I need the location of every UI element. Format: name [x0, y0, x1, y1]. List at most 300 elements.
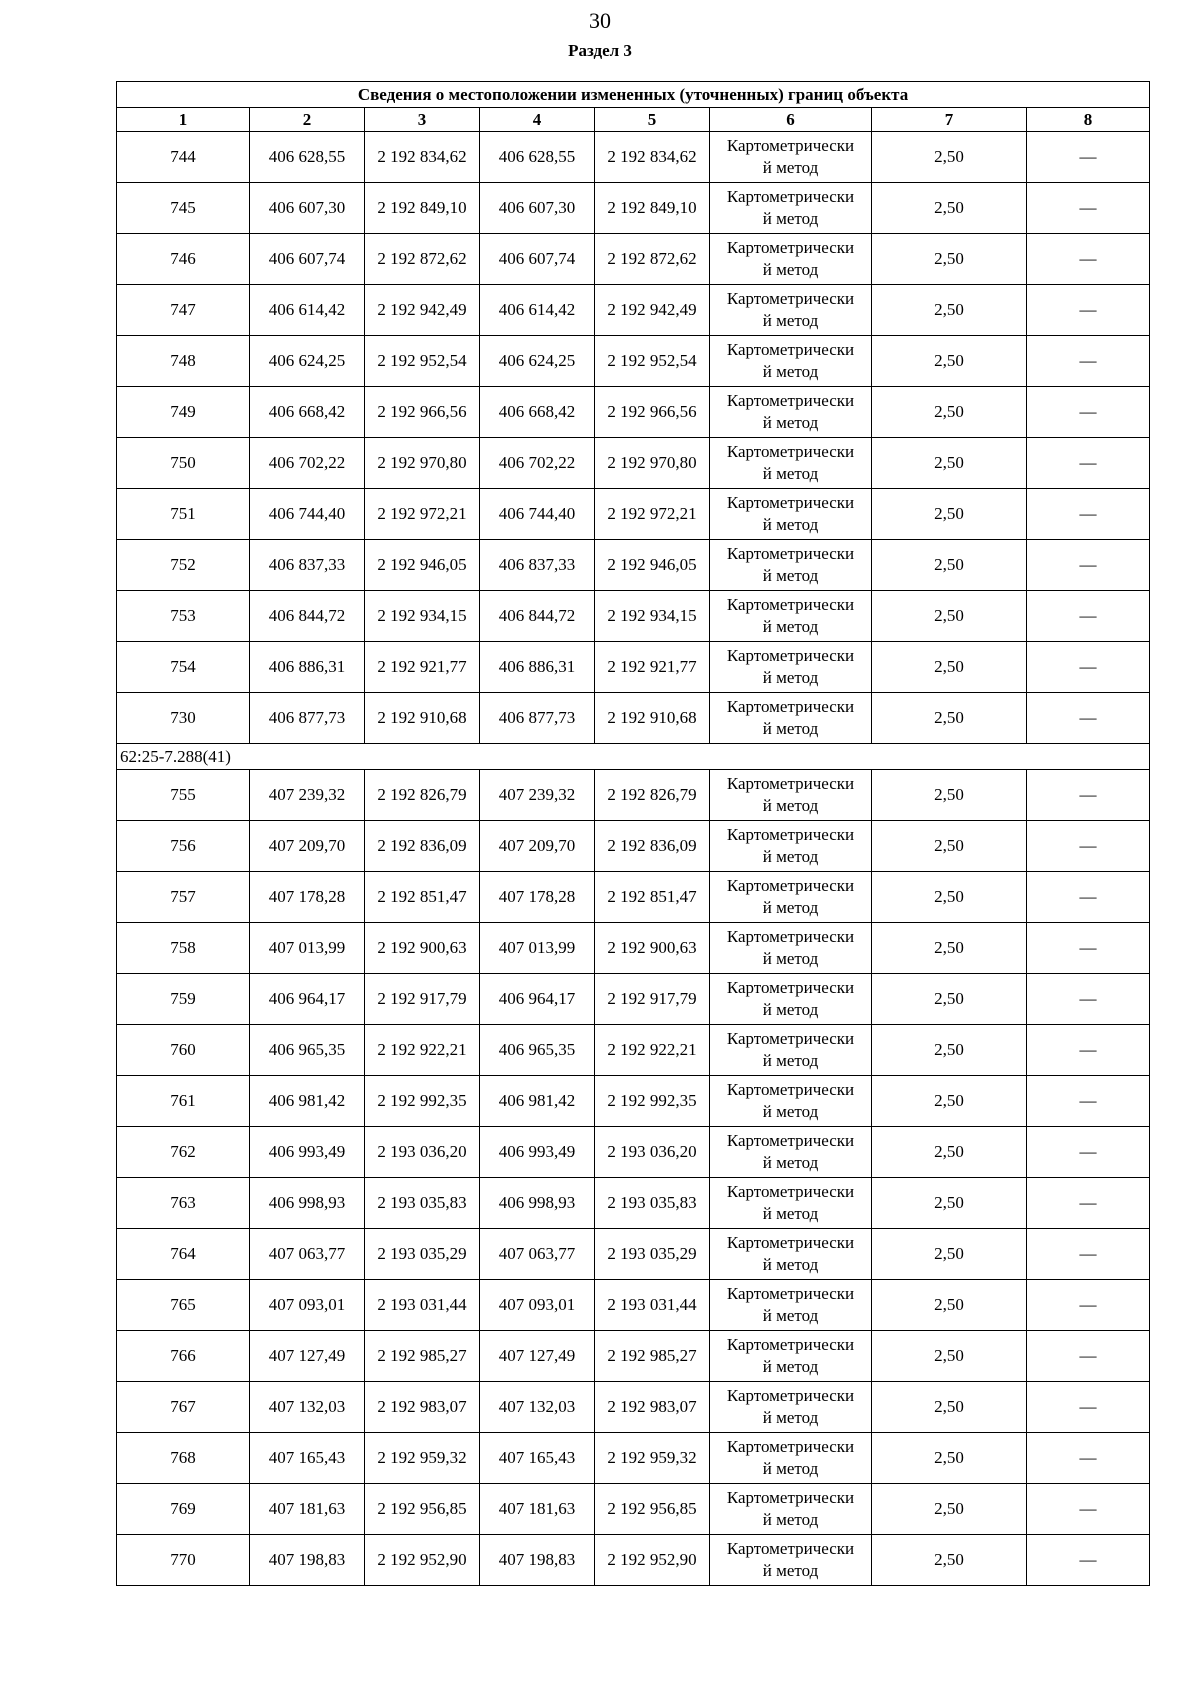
x-new: 406 886,31: [480, 642, 595, 693]
y-existing: 2 193 035,29: [365, 1229, 480, 1280]
method-line-1: Картометрически: [726, 391, 855, 410]
description-cell: —: [1027, 540, 1150, 591]
x-new: 407 127,49: [480, 1331, 595, 1382]
table-caption: Сведения о местоположении измененных (уточненных) границ объекта: [117, 82, 1150, 108]
x-new: 406 844,72: [480, 591, 595, 642]
precision-cell: 2,50: [872, 489, 1027, 540]
table-row: [117, 183, 1150, 234]
column-number-5: 5: [595, 108, 710, 132]
table-row: [117, 387, 1150, 438]
method-line-1: Картометрически: [726, 1539, 855, 1558]
method-line-1: Картометрически: [726, 442, 855, 461]
point-number: 746: [117, 234, 250, 285]
precision-cell: 2,50: [872, 1076, 1027, 1127]
precision-cell: 2,50: [872, 336, 1027, 387]
precision-cell: 2,50: [872, 821, 1027, 872]
x-new: 407 239,32: [480, 770, 595, 821]
y-new: 2 192 952,90: [595, 1535, 710, 1586]
y-new: 2 192 849,10: [595, 183, 710, 234]
description-cell: —: [1027, 438, 1150, 489]
description-cell: —: [1027, 132, 1150, 183]
y-new: 2 192 921,77: [595, 642, 710, 693]
x-existing: 407 198,83: [250, 1535, 365, 1586]
method-line-1: Картометрически: [726, 876, 855, 895]
y-existing: 2 193 035,83: [365, 1178, 480, 1229]
precision-cell: 2,50: [872, 1178, 1027, 1229]
column-number-6: 6: [710, 108, 872, 132]
x-existing: 407 132,03: [250, 1382, 365, 1433]
method-cell: [710, 1229, 872, 1280]
y-existing: 2 192 942,49: [365, 285, 480, 336]
description-cell: —: [1027, 1331, 1150, 1382]
method-cell: [710, 821, 872, 872]
precision-cell: 2,50: [872, 591, 1027, 642]
method-line-1: Картометрически: [726, 978, 855, 997]
description-cell: —: [1027, 183, 1150, 234]
x-new: 406 607,30: [480, 183, 595, 234]
y-existing: 2 193 036,20: [365, 1127, 480, 1178]
point-number: 759: [117, 974, 250, 1025]
table-row: [117, 1382, 1150, 1433]
table-row: [117, 693, 1150, 744]
method-line-1: Картометрически: [726, 1029, 855, 1048]
x-existing: 406 877,73: [250, 693, 365, 744]
table-row: [117, 285, 1150, 336]
x-new: 407 209,70: [480, 821, 595, 872]
y-existing: 2 192 970,80: [365, 438, 480, 489]
point-number: 757: [117, 872, 250, 923]
point-number: 748: [117, 336, 250, 387]
precision-cell: 2,50: [872, 1025, 1027, 1076]
x-existing: 406 607,30: [250, 183, 365, 234]
point-number: 747: [117, 285, 250, 336]
y-existing: 2 192 959,32: [365, 1433, 480, 1484]
method-line-2: й метод: [762, 949, 819, 968]
x-new: 407 181,63: [480, 1484, 595, 1535]
method-cell: [710, 642, 872, 693]
section-title: Раздел 3: [568, 41, 632, 60]
table-row: [117, 1331, 1150, 1382]
x-existing: 407 093,01: [250, 1280, 365, 1331]
x-existing: 406 844,72: [250, 591, 365, 642]
column-number-4: 4: [480, 108, 595, 132]
method-line-2: й метод: [762, 362, 819, 381]
y-new: 2 192 966,56: [595, 387, 710, 438]
method-line-2: й метод: [762, 209, 819, 228]
x-existing: 406 668,42: [250, 387, 365, 438]
y-existing: 2 192 934,15: [365, 591, 480, 642]
method-line-1: Картометрически: [726, 187, 855, 206]
method-line-1: Картометрически: [726, 825, 855, 844]
x-existing: 406 965,35: [250, 1025, 365, 1076]
method-line-2: й метод: [762, 311, 819, 330]
x-new: 406 964,17: [480, 974, 595, 1025]
x-existing: 406 837,33: [250, 540, 365, 591]
method-line-1: Картометрически: [726, 1386, 855, 1405]
description-cell: —: [1027, 1127, 1150, 1178]
method-line-1: Картометрически: [726, 493, 855, 512]
y-new: 2 192 942,49: [595, 285, 710, 336]
method-cell: [710, 234, 872, 285]
method-line-2: й метод: [762, 1408, 819, 1427]
y-existing: 2 193 031,44: [365, 1280, 480, 1331]
y-existing: 2 192 985,27: [365, 1331, 480, 1382]
table-row: [117, 336, 1150, 387]
x-new: 407 013,99: [480, 923, 595, 974]
y-new: 2 193 031,44: [595, 1280, 710, 1331]
precision-cell: 2,50: [872, 923, 1027, 974]
y-new: 2 192 970,80: [595, 438, 710, 489]
method-cell: [710, 974, 872, 1025]
table-row: [117, 540, 1150, 591]
method-line-1: Картометрически: [726, 1233, 855, 1252]
table-row: [117, 1025, 1150, 1076]
method-cell: [710, 1382, 872, 1433]
point-number: 770: [117, 1535, 250, 1586]
x-new: 406 607,74: [480, 234, 595, 285]
method-cell: [710, 1535, 872, 1586]
precision-cell: 2,50: [872, 770, 1027, 821]
y-new: 2 192 946,05: [595, 540, 710, 591]
method-cell: [710, 489, 872, 540]
description-cell: —: [1027, 336, 1150, 387]
method-line-2: й метод: [762, 617, 819, 636]
table-row: [117, 591, 1150, 642]
point-number: 754: [117, 642, 250, 693]
y-existing: 2 192 834,62: [365, 132, 480, 183]
table-row: [117, 1076, 1150, 1127]
description-cell: —: [1027, 974, 1150, 1025]
x-existing: 406 964,17: [250, 974, 365, 1025]
description-cell: —: [1027, 1433, 1150, 1484]
method-line-2: й метод: [762, 260, 819, 279]
y-existing: 2 192 992,35: [365, 1076, 480, 1127]
x-new: 406 877,73: [480, 693, 595, 744]
table-row: [117, 821, 1150, 872]
x-existing: 406 702,22: [250, 438, 365, 489]
column-number-1: 1: [117, 108, 250, 132]
y-new: 2 192 910,68: [595, 693, 710, 744]
x-existing: 406 886,31: [250, 642, 365, 693]
table-row: [117, 974, 1150, 1025]
x-existing: 406 993,49: [250, 1127, 365, 1178]
column-number-row: [117, 108, 1150, 132]
method-line-1: Картометрически: [726, 697, 855, 716]
method-line-2: й метод: [762, 719, 819, 738]
column-number-8: 8: [1027, 108, 1150, 132]
method-line-1: Картометрически: [726, 1437, 855, 1456]
method-cell: [710, 183, 872, 234]
method-line-2: й метод: [762, 1204, 819, 1223]
y-new: 2 192 900,63: [595, 923, 710, 974]
description-cell: —: [1027, 1229, 1150, 1280]
table-row: [117, 1127, 1150, 1178]
y-new: 2 192 992,35: [595, 1076, 710, 1127]
column-number-2: 2: [250, 108, 365, 132]
method-line-2: й метод: [762, 158, 819, 177]
x-new: 407 063,77: [480, 1229, 595, 1280]
y-new: 2 193 035,83: [595, 1178, 710, 1229]
method-line-1: Картометрически: [726, 340, 855, 359]
x-new: 407 178,28: [480, 872, 595, 923]
method-line-2: й метод: [762, 668, 819, 687]
precision-cell: 2,50: [872, 642, 1027, 693]
x-new: 406 965,35: [480, 1025, 595, 1076]
y-existing: 2 192 952,54: [365, 336, 480, 387]
point-number: 753: [117, 591, 250, 642]
point-number: 768: [117, 1433, 250, 1484]
y-existing: 2 192 966,56: [365, 387, 480, 438]
description-cell: —: [1027, 1178, 1150, 1229]
method-line-2: й метод: [762, 464, 819, 483]
y-new: 2 192 952,54: [595, 336, 710, 387]
method-line-2: й метод: [762, 898, 819, 917]
method-cell: [710, 770, 872, 821]
point-number: 730: [117, 693, 250, 744]
method-line-1: Картометрически: [726, 544, 855, 563]
description-cell: —: [1027, 1535, 1150, 1586]
x-new: 407 165,43: [480, 1433, 595, 1484]
x-existing: 406 624,25: [250, 336, 365, 387]
description-cell: —: [1027, 591, 1150, 642]
description-cell: —: [1027, 770, 1150, 821]
point-number: 749: [117, 387, 250, 438]
column-number-7: 7: [872, 108, 1027, 132]
page-number: 30: [589, 8, 611, 33]
method-line-2: й метод: [762, 566, 819, 585]
method-cell: [710, 1178, 872, 1229]
y-existing: 2 192 946,05: [365, 540, 480, 591]
point-number: 744: [117, 132, 250, 183]
table-row: [117, 1280, 1150, 1331]
method-cell: [710, 872, 872, 923]
y-existing: 2 192 917,79: [365, 974, 480, 1025]
table-row: [117, 132, 1150, 183]
method-line-2: й метод: [762, 1051, 819, 1070]
method-cell: [710, 336, 872, 387]
method-line-1: Картометрически: [726, 238, 855, 257]
boundary-table: [116, 81, 1150, 1586]
point-number: 745: [117, 183, 250, 234]
method-line-2: й метод: [762, 1255, 819, 1274]
x-existing: 407 181,63: [250, 1484, 365, 1535]
method-line-1: Картометрически: [726, 774, 855, 793]
description-cell: —: [1027, 1076, 1150, 1127]
method-line-2: й метод: [762, 1153, 819, 1172]
method-cell: [710, 1280, 872, 1331]
description-cell: —: [1027, 1025, 1150, 1076]
precision-cell: 2,50: [872, 974, 1027, 1025]
point-number: 763: [117, 1178, 250, 1229]
method-line-2: й метод: [762, 1357, 819, 1376]
method-line-1: Картометрически: [726, 136, 855, 155]
y-existing: 2 192 921,77: [365, 642, 480, 693]
x-existing: 406 981,42: [250, 1076, 365, 1127]
precision-cell: 2,50: [872, 693, 1027, 744]
table-row: [117, 642, 1150, 693]
y-new: 2 192 959,32: [595, 1433, 710, 1484]
method-line-2: й метод: [762, 1000, 819, 1019]
precision-cell: 2,50: [872, 1433, 1027, 1484]
y-new: 2 192 934,15: [595, 591, 710, 642]
x-new: 406 668,42: [480, 387, 595, 438]
point-number: 767: [117, 1382, 250, 1433]
point-number: 758: [117, 923, 250, 974]
group-label: 62:25-7.288(41): [117, 744, 1150, 770]
method-line-1: Картометрически: [726, 1131, 855, 1150]
description-cell: —: [1027, 387, 1150, 438]
description-cell: —: [1027, 285, 1150, 336]
method-cell: [710, 1076, 872, 1127]
precision-cell: 2,50: [872, 1535, 1027, 1586]
method-cell: [710, 132, 872, 183]
method-cell: [710, 1433, 872, 1484]
precision-cell: 2,50: [872, 132, 1027, 183]
method-line-2: й метод: [762, 515, 819, 534]
x-existing: 407 178,28: [250, 872, 365, 923]
precision-cell: 2,50: [872, 387, 1027, 438]
y-existing: 2 192 956,85: [365, 1484, 480, 1535]
point-number: 762: [117, 1127, 250, 1178]
x-new: 406 628,55: [480, 132, 595, 183]
method-line-1: Картометрически: [726, 646, 855, 665]
y-new: 2 192 851,47: [595, 872, 710, 923]
table-body: [117, 132, 1150, 1586]
method-line-2: й метод: [762, 1306, 819, 1325]
x-existing: 406 614,42: [250, 285, 365, 336]
table-row: [117, 1229, 1150, 1280]
x-existing: 406 607,74: [250, 234, 365, 285]
y-new: 2 193 036,20: [595, 1127, 710, 1178]
y-new: 2 193 035,29: [595, 1229, 710, 1280]
precision-cell: 2,50: [872, 1280, 1027, 1331]
precision-cell: 2,50: [872, 540, 1027, 591]
x-existing: 407 239,32: [250, 770, 365, 821]
table-row: [117, 1484, 1150, 1535]
x-new: 407 198,83: [480, 1535, 595, 1586]
point-number: 760: [117, 1025, 250, 1076]
method-cell: [710, 923, 872, 974]
point-number: 756: [117, 821, 250, 872]
point-number: 764: [117, 1229, 250, 1280]
description-cell: —: [1027, 872, 1150, 923]
x-existing: 407 063,77: [250, 1229, 365, 1280]
method-cell: [710, 1484, 872, 1535]
method-line-1: Картометрически: [726, 595, 855, 614]
y-new: 2 192 922,21: [595, 1025, 710, 1076]
y-existing: 2 192 952,90: [365, 1535, 480, 1586]
method-cell: [710, 540, 872, 591]
method-cell: [710, 438, 872, 489]
y-new: 2 192 983,07: [595, 1382, 710, 1433]
x-existing: 407 209,70: [250, 821, 365, 872]
precision-cell: 2,50: [872, 234, 1027, 285]
description-cell: —: [1027, 234, 1150, 285]
point-number: 750: [117, 438, 250, 489]
table-row: [117, 234, 1150, 285]
method-line-1: Картометрически: [726, 1335, 855, 1354]
x-new: 406 993,49: [480, 1127, 595, 1178]
group-row: [117, 744, 1150, 770]
method-line-1: Картометрически: [726, 1488, 855, 1507]
x-new: 406 998,93: [480, 1178, 595, 1229]
method-line-2: й метод: [762, 1459, 819, 1478]
description-cell: —: [1027, 1280, 1150, 1331]
method-line-2: й метод: [762, 1561, 819, 1580]
description-cell: —: [1027, 821, 1150, 872]
y-new: 2 192 985,27: [595, 1331, 710, 1382]
method-line-2: й метод: [762, 796, 819, 815]
table-row: [117, 1178, 1150, 1229]
table-row: [117, 1433, 1150, 1484]
y-new: 2 192 972,21: [595, 489, 710, 540]
y-existing: 2 192 872,62: [365, 234, 480, 285]
point-number: 751: [117, 489, 250, 540]
y-new: 2 192 872,62: [595, 234, 710, 285]
method-line-2: й метод: [762, 847, 819, 866]
precision-cell: 2,50: [872, 872, 1027, 923]
x-new: 407 093,01: [480, 1280, 595, 1331]
x-existing: 406 998,93: [250, 1178, 365, 1229]
column-number-3: 3: [365, 108, 480, 132]
method-line-1: Картометрически: [726, 1182, 855, 1201]
y-existing: 2 192 910,68: [365, 693, 480, 744]
method-line-2: й метод: [762, 1102, 819, 1121]
precision-cell: 2,50: [872, 1229, 1027, 1280]
method-line-2: й метод: [762, 1510, 819, 1529]
method-line-1: Картометрически: [726, 1284, 855, 1303]
precision-cell: 2,50: [872, 1331, 1027, 1382]
y-existing: 2 192 851,47: [365, 872, 480, 923]
description-cell: —: [1027, 1484, 1150, 1535]
x-new: 406 981,42: [480, 1076, 595, 1127]
table-row: [117, 438, 1150, 489]
method-line-1: Картометрически: [726, 1080, 855, 1099]
precision-cell: 2,50: [872, 1382, 1027, 1433]
method-cell: [710, 1127, 872, 1178]
x-existing: 407 013,99: [250, 923, 365, 974]
method-cell: [710, 591, 872, 642]
y-existing: 2 192 983,07: [365, 1382, 480, 1433]
method-cell: [710, 285, 872, 336]
x-existing: 407 127,49: [250, 1331, 365, 1382]
description-cell: —: [1027, 923, 1150, 974]
table-row: [117, 770, 1150, 821]
x-existing: 407 165,43: [250, 1433, 365, 1484]
y-new: 2 192 826,79: [595, 770, 710, 821]
y-existing: 2 192 900,63: [365, 923, 480, 974]
description-cell: —: [1027, 642, 1150, 693]
y-new: 2 192 834,62: [595, 132, 710, 183]
y-new: 2 192 956,85: [595, 1484, 710, 1535]
method-line-2: й метод: [762, 413, 819, 432]
precision-cell: 2,50: [872, 183, 1027, 234]
description-cell: —: [1027, 693, 1150, 744]
x-new: 406 624,25: [480, 336, 595, 387]
x-new: 406 702,22: [480, 438, 595, 489]
x-new: 407 132,03: [480, 1382, 595, 1433]
precision-cell: 2,50: [872, 438, 1027, 489]
point-number: 755: [117, 770, 250, 821]
y-existing: 2 192 922,21: [365, 1025, 480, 1076]
method-line-1: Картометрически: [726, 289, 855, 308]
description-cell: —: [1027, 489, 1150, 540]
table-row: [117, 872, 1150, 923]
y-existing: 2 192 849,10: [365, 183, 480, 234]
table-row: [117, 923, 1150, 974]
method-line-1: Картометрически: [726, 927, 855, 946]
precision-cell: 2,50: [872, 285, 1027, 336]
